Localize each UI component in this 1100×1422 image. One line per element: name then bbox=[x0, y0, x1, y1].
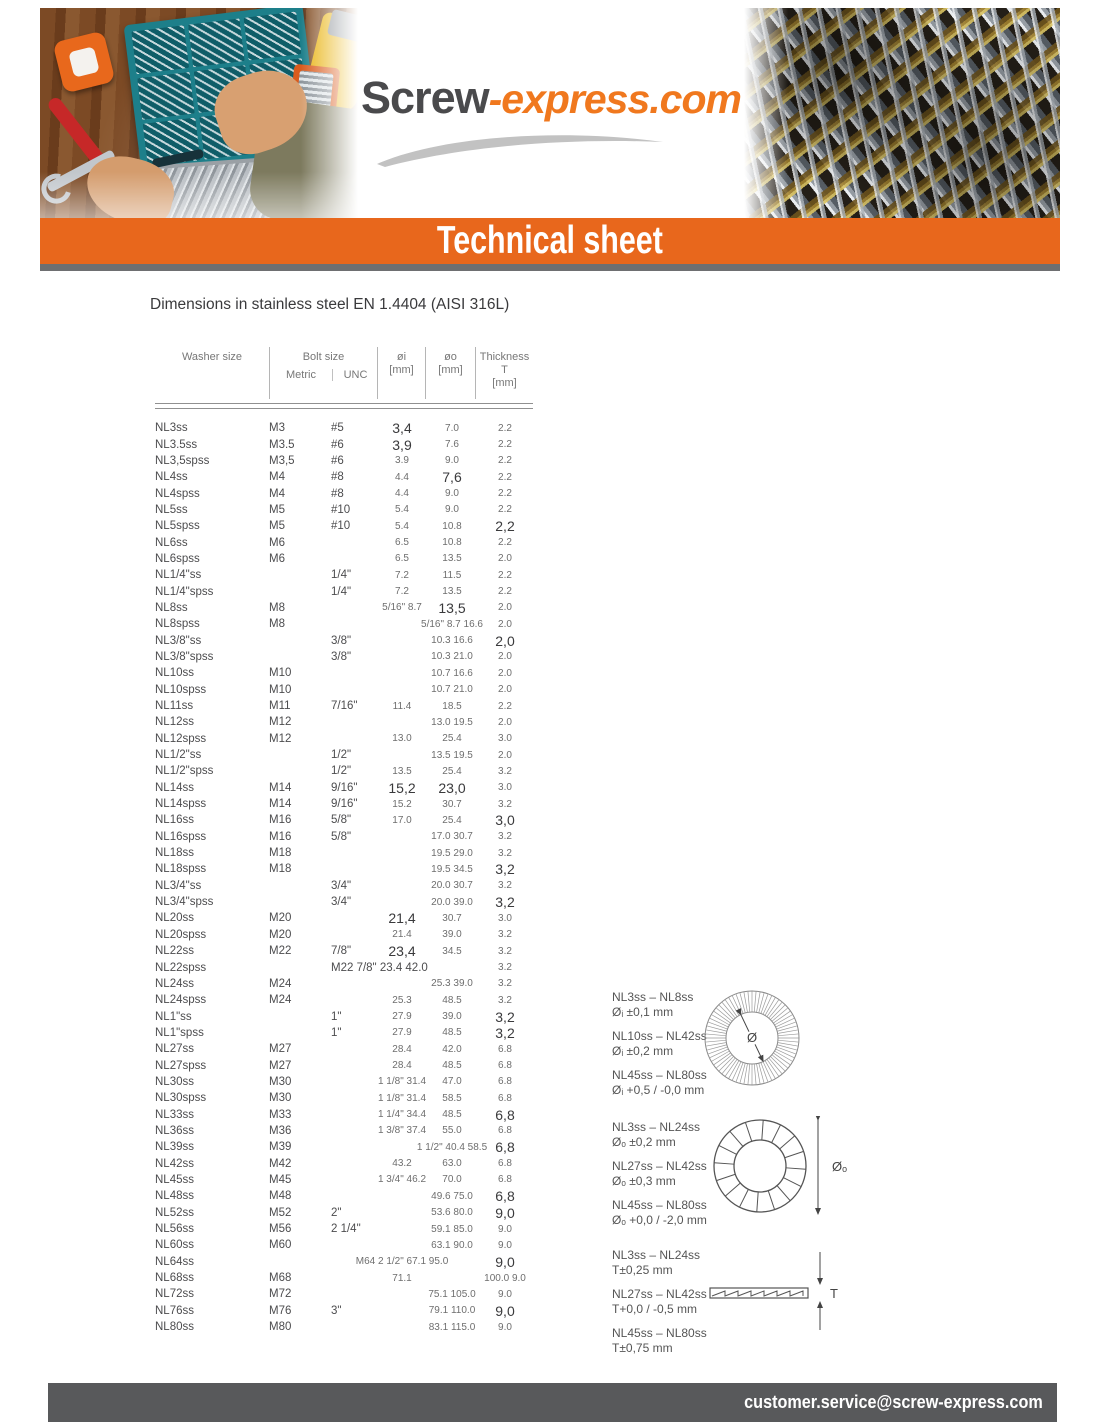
table-row: NL30spss M30 1 1/8" 31.4 58.5 6.8 bbox=[155, 1092, 512, 1105]
table-row: NL24ss M24 25.3 39.0 3.2 bbox=[155, 977, 512, 990]
header-photo-screw-pile bbox=[744, 8, 1060, 218]
logo-text-screw: Screw bbox=[361, 72, 489, 123]
table-row: NL36ss M36 1 3/8" 37.4 55.0 6.8 bbox=[155, 1124, 512, 1137]
tolerance-range: NL3ss – NL24ss bbox=[612, 1248, 701, 1262]
table-row: NL1/4"spss 1/4" 7.2 13.5 2.2 bbox=[155, 585, 512, 598]
table-row: NL4spss M4 #8 4.4 9.0 2.2 bbox=[155, 487, 512, 500]
table-row: NL45ss M45 1 3/4" 46.2 70.0 6.8 bbox=[155, 1173, 512, 1186]
table-row: NL27spss M27 28.4 48.5 6.8 bbox=[155, 1059, 512, 1072]
tolerance-value: Øₒ +0,0 / -2,0 mm bbox=[612, 1213, 707, 1227]
photo-fade-overlay bbox=[40, 8, 358, 218]
table-row: NL10spss M10 10.7 21.0 2.0 bbox=[155, 683, 512, 696]
table-row: NL16ss M16 5/8" 17.0 25.4 3,0 bbox=[155, 812, 515, 829]
outer-diameter-diagram bbox=[698, 1116, 878, 1218]
table-row: NL12spss M12 13.0 25.4 3.0 bbox=[155, 732, 512, 745]
tolerance-value: T±0,25 mm bbox=[612, 1263, 673, 1277]
table-row: NL1/4"ss 1/4" 7.2 11.5 2.2 bbox=[155, 569, 512, 582]
col-header-bolt-size: Bolt size Metric UNC bbox=[269, 347, 377, 399]
table-row: NL3/4"ss 3/4" 20.0 30.7 3.2 bbox=[155, 879, 512, 892]
tolerance-range: NL3ss – NL24ss bbox=[612, 1120, 701, 1134]
table-row: NL10ss M10 10.7 16.6 2.0 bbox=[155, 667, 512, 680]
banner-title: Technical sheet bbox=[436, 219, 663, 262]
table-row: NL39ss M39 1 1/2" 40.4 58.5 6,8 bbox=[155, 1139, 515, 1156]
table-row: NL14ss M14 9/16" 15,2 23,0 3.0 bbox=[155, 779, 512, 796]
table-row: NL1/2"spss 1/2" 13.5 25.4 3.2 bbox=[155, 765, 512, 778]
col-header-thickness: Thickness T [mm] bbox=[475, 347, 533, 399]
photo-fade-overlay bbox=[744, 8, 1060, 218]
table-row: NL1/2"ss 1/2" 13.5 19.5 2.0 bbox=[155, 749, 512, 762]
tolerance-range: NL45ss – NL80ss bbox=[612, 1198, 707, 1212]
table-row: NL27ss M27 28.4 42.0 6.8 bbox=[155, 1043, 512, 1056]
tolerance-value: Øᵢ ±0,2 mm bbox=[612, 1044, 674, 1058]
banner-underline bbox=[40, 264, 1060, 271]
table-row: NL80ss M80 83.1 115.0 9.0 bbox=[155, 1321, 512, 1334]
table-row: NL1"spss 1" 27.9 48.5 3,2 bbox=[155, 1024, 515, 1041]
table-row: NL4ss M4 #8 4.4 7,6 2.2 bbox=[155, 469, 512, 486]
table-row: NL8spss M8 5/16" 8.7 16.6 2.0 bbox=[155, 618, 512, 631]
tolerance-range: NL27ss – NL42ss bbox=[612, 1287, 707, 1301]
table-row: NL18spss M18 19.5 34.5 3,2 bbox=[155, 861, 515, 878]
col-header-oo: øo [mm] bbox=[425, 347, 475, 399]
tolerance-range: NL27ss – NL42ss bbox=[612, 1159, 707, 1173]
table-row: NL64ss M64 2 1/2" 67.1 95.0 9,0 bbox=[155, 1253, 515, 1270]
logo bbox=[358, 8, 744, 218]
table-row: NL8ss M8 5/16" 8.7 13,5 2.0 bbox=[155, 599, 512, 616]
col-header-washer-size: Washer size bbox=[181, 351, 243, 363]
table-row: NL3.5ss M3.5 #6 3,9 7.6 2.2 bbox=[155, 436, 512, 453]
dimensions-table bbox=[155, 347, 533, 1335]
table-row: NL14spss M14 9/16" 15.2 30.7 3.2 bbox=[155, 798, 512, 811]
table-header-rule bbox=[155, 403, 533, 409]
table-row: NL33ss M33 1 1/4" 34.4 48.5 6,8 bbox=[155, 1106, 515, 1123]
logo-text-express: -express.com bbox=[488, 76, 741, 122]
table-row: NL24spss M24 25.3 48.5 3.2 bbox=[155, 994, 512, 1007]
technical-sheet-banner bbox=[40, 218, 1060, 264]
table-row: NL76ss M76 3" 79.1 110.0 9,0 bbox=[155, 1302, 515, 1319]
thickness-symbol: T bbox=[830, 1286, 838, 1301]
tolerance-value: T+0,0 / -0,5 mm bbox=[612, 1302, 698, 1316]
table-row: NL3/8"spss 3/8" 10.3 21.0 2.0 bbox=[155, 650, 512, 663]
table-row: NL1"ss 1" 27.9 39.0 3,2 bbox=[155, 1008, 515, 1025]
tolerance-value: Øₒ ±0,2 mm bbox=[612, 1135, 676, 1149]
tolerance-value: Øᵢ +0,5 / -0,0 mm bbox=[612, 1083, 705, 1097]
table-header bbox=[155, 347, 533, 399]
table-row: NL18ss M18 19.5 29.0 3.2 bbox=[155, 847, 512, 860]
table-row: NL22ss M22 7/8" 23,4 34.5 3.2 bbox=[155, 943, 512, 960]
table-row: NL6ss M6 6.5 10.8 2.2 bbox=[155, 536, 512, 549]
header-photo-workbench bbox=[40, 8, 358, 218]
table-row: NL16spss M16 5/8" 17.0 30.7 3.2 bbox=[155, 830, 512, 843]
tolerance-range: NL45ss – NL80ss bbox=[612, 1326, 707, 1340]
tolerance-range: NL10ss – NL42ss bbox=[612, 1029, 707, 1043]
table-row: NL68ss M68 71.1 100.0 9.0 bbox=[155, 1272, 526, 1285]
inner-diameter-symbol: Ø bbox=[746, 1030, 758, 1045]
col-header-oi: øi [mm] bbox=[377, 347, 425, 399]
table-row: NL5spss M5 #10 5.4 10.8 2,2 bbox=[155, 518, 515, 535]
col-header-unc: UNC bbox=[332, 369, 378, 381]
page-title: Dimensions in stainless steel EN 1.4404 (AISI 316L) bbox=[150, 296, 510, 313]
tolerance-value: Øᵢ ±0,1 mm bbox=[612, 1005, 674, 1019]
table-row: NL72ss M72 75.1 105.0 9.0 bbox=[155, 1288, 512, 1301]
table-row: NL42ss M42 43.2 63.0 6.8 bbox=[155, 1157, 512, 1170]
table-row: NL60ss M60 63.1 90.0 9.0 bbox=[155, 1239, 512, 1252]
footer-email: customer.service@screw-express.com bbox=[744, 1392, 1043, 1412]
logo-swoosh bbox=[371, 126, 671, 168]
footer-bar bbox=[48, 1383, 1057, 1422]
table-row: NL20spss M20 21.4 39.0 3.2 bbox=[155, 928, 512, 941]
col-header-metric: Metric bbox=[286, 369, 316, 381]
tolerance-value: T±0,75 mm bbox=[612, 1341, 673, 1355]
table-row: NL56ss M56 2 1/4" 59.1 85.0 9.0 bbox=[155, 1223, 512, 1236]
table-row: NL22spss M22 7/8" 23.4 42.0 3.2 bbox=[155, 961, 512, 974]
table-row: NL52ss M52 2" 53.6 80.0 9,0 bbox=[155, 1204, 515, 1221]
tolerance-range: NL3ss – NL8ss bbox=[612, 990, 694, 1004]
logo-text bbox=[361, 72, 741, 124]
table-row: NL20ss M20 21,4 30.7 3.0 bbox=[155, 910, 512, 927]
table-row: NL12ss M12 13.0 19.5 2.0 bbox=[155, 716, 512, 729]
tolerance-value: Øₒ ±0,3 mm bbox=[612, 1174, 676, 1188]
table-row: NL3/8"ss 3/8" 10.3 16.6 2,0 bbox=[155, 632, 515, 649]
tolerance-range: NL45ss – NL80ss bbox=[612, 1068, 707, 1082]
inner-diameter-diagram bbox=[700, 988, 860, 1092]
table-row: NL30ss M30 1 1/8" 31.4 47.0 6.8 bbox=[155, 1075, 512, 1088]
table-row: NL3,5spss M3,5 #6 3.9 9.0 2.2 bbox=[155, 454, 512, 467]
table-body bbox=[155, 420, 533, 1335]
thickness-diagram bbox=[700, 1250, 850, 1332]
outer-diameter-symbol: Øₒ bbox=[832, 1159, 848, 1174]
table-row: NL11ss M11 7/16" 11.4 18.5 2.2 bbox=[155, 700, 512, 713]
table-row: NL48ss M48 49.6 75.0 6,8 bbox=[155, 1188, 515, 1205]
table-row: NL5ss M5 #10 5.4 9.0 2.2 bbox=[155, 503, 512, 516]
table-row: NL6spss M6 6.5 13.5 2.0 bbox=[155, 552, 512, 565]
table-row: NL3ss M3 #5 3,4 7.0 2.2 bbox=[155, 420, 512, 437]
table-row: NL3/4"spss 3/4" 20.0 39.0 3,2 bbox=[155, 894, 515, 911]
